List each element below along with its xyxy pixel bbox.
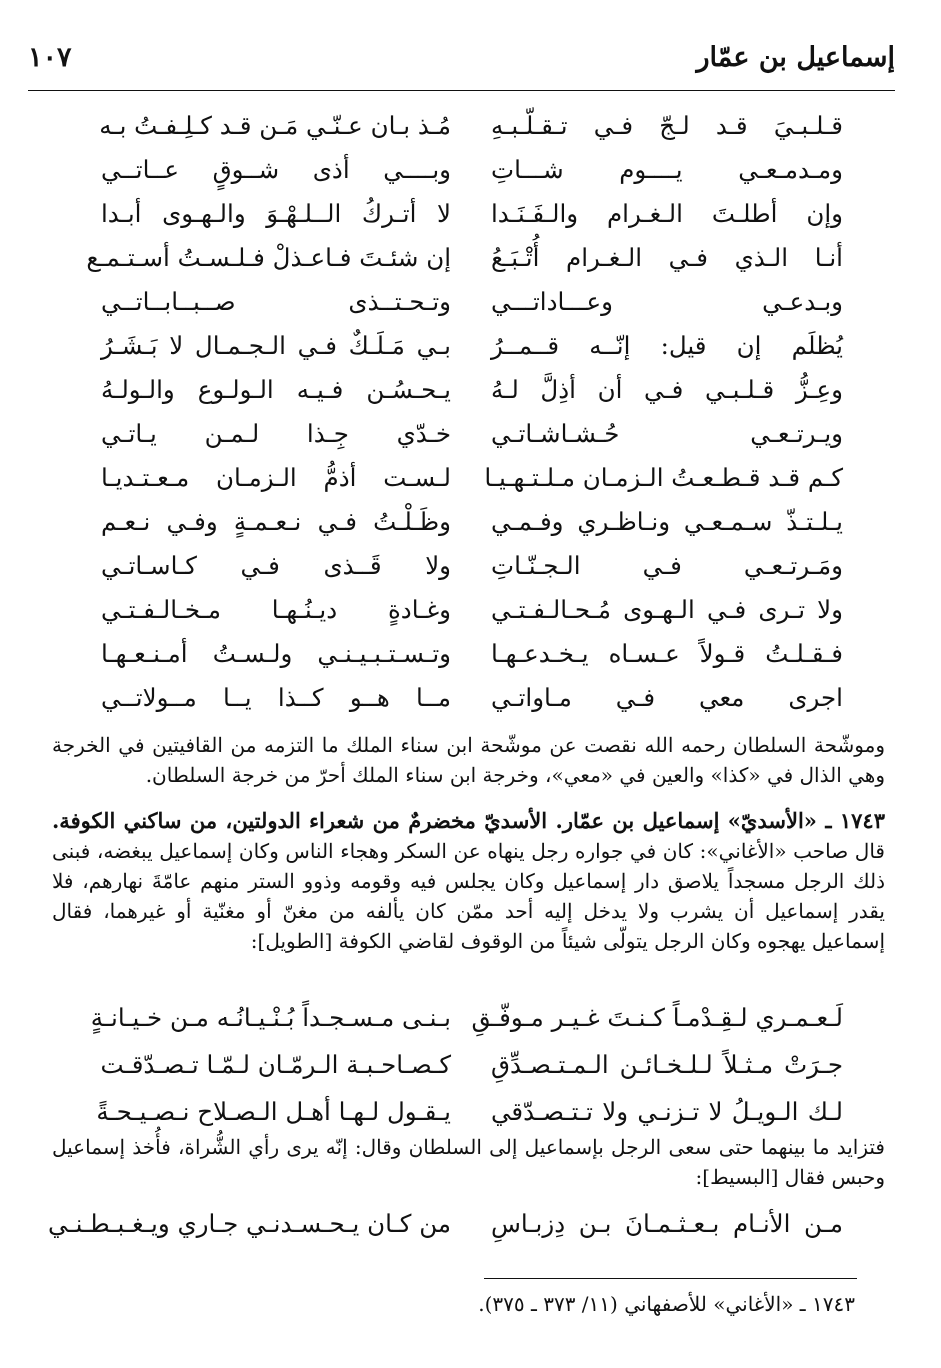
hemistich-second: وعِـزُّ قـلـبـي فـي أن أذِلَّ لـهُ bbox=[491, 375, 843, 404]
hemistich-second: ولا تـرى فـي الـهـوى مُـحـالـفـتـي bbox=[491, 595, 843, 624]
footnote: ١٧٤٣ ـ «الأغاني» للأصفهاني (١١/ ٣٧٣ ـ ٣٧٥). bbox=[478, 1292, 855, 1316]
verse bbox=[0, 368, 941, 412]
entry-1743 bbox=[52, 806, 885, 956]
verse bbox=[0, 412, 941, 456]
hemistich-first: مُـذ بـان عـنّـي مَـن قـد كـلِـفـتُ بـه bbox=[99, 111, 451, 140]
page-header bbox=[28, 38, 895, 86]
hemistich-second: وبـدعـي وعـــاداتـــي bbox=[491, 287, 843, 316]
hemistich-second: يـلـتـذّ سـمـعـي ونـاظـري وفـمـي bbox=[491, 507, 843, 536]
hemistich-first: وغـادةٍ ديـنُـهـا مـخـالـفـتـي bbox=[101, 595, 451, 624]
verse bbox=[0, 456, 941, 500]
verse bbox=[0, 148, 941, 192]
narrative-paragraph bbox=[52, 1132, 885, 1192]
hemistich-second: جـرَتْ مـثـلاً لـلـخـائـن الـمـتـصـدِّقِ bbox=[491, 1050, 843, 1079]
hemistich-second: وإن أطلـتَ الـغـرام والـفَـنَـدا bbox=[491, 199, 843, 228]
hemistich-first: إن شئـتَ فـاعـذلْ فـلـسـتُ أسـتـمـع bbox=[86, 243, 451, 272]
running-title: إسماعيل بن عمّار bbox=[696, 42, 895, 73]
entry-body: قال صاحب «الأغاني»: كان في جواره رجل ينهاه عن السكر وهجاء الناس وكان إسماعيل يبغضه، فبنى ذلك الرجل مسجداً يلاصق دار إسماعيل وكان يجلس فيه وقومه وذوو الستر منهم عامّةَ نهارهم، فلا يقدر إسماعيل أن يشرب ولا يدخل إليه أحد ممّن كان يألفه من مغنّ أو مغنّية أو غيرهما، فقال إسماعيل يهجوه وكان الرجل يتولّى شيئاً من الوقوف لقاضي الكوفة [الطويل]: bbox=[52, 839, 885, 953]
verse bbox=[0, 324, 941, 368]
hemistich-second: لـك الـويـلُ لا تـزنـي ولا تـتـصـدّقي bbox=[491, 1097, 843, 1126]
hemistich-first: يـحـسُـن فـيـه الـولـوع والـولـهُ bbox=[101, 375, 451, 404]
verse bbox=[0, 192, 941, 236]
verse bbox=[0, 236, 941, 280]
hemistich-second: أنـا الـذي فـي الـغـرام أُتْـبَـعُ bbox=[491, 243, 843, 272]
hemistich-second: ومَـرتـعـي فـي الـجـنّـاتِ bbox=[491, 551, 843, 580]
verse bbox=[0, 104, 941, 148]
hemistich-first: بـنـى مـسـجـداً بُـنْـيـانُـه مـن خـيـانـةٍ bbox=[90, 1003, 451, 1032]
poem-tawil bbox=[0, 996, 941, 1137]
hemistich-second: مـن الأنـام بـعـثـمـانَ بـن دِزبـاسِ bbox=[491, 1209, 843, 1238]
hemistich-first: وظَـلْـتُ فـي نـعـمـةٍ وفـي نـعـم bbox=[101, 507, 451, 536]
verse bbox=[0, 280, 941, 324]
verse bbox=[0, 500, 941, 544]
entry-heading: ١٧٤٣ ـ «الأسديّ» إسماعيل بن عمّار. الأسديّ مخضرمٌ من شعراء الدولتين، من ساكني الكوفة. bbox=[52, 808, 885, 833]
verse bbox=[0, 1043, 941, 1090]
hemistich-second: ومـدمـعـي يــــوم شـــاتِ bbox=[491, 155, 843, 184]
paragraph-text: وموشّحة السلطان رحمه الله نقصت عن موشّحة ابن سناء الملك ما التزمه من القافيتين في الخرجة وهي الذال في «كذا» والعين في «معي»، وخرجة ابن سناء الملك أحرّ من خرجة السلطان. bbox=[52, 733, 885, 787]
hemistich-second: يُظلَم إن قيل: إنّــه قــمــرُ bbox=[491, 331, 843, 360]
verse bbox=[0, 588, 941, 632]
poem-muwashshah bbox=[0, 104, 941, 720]
footnote-rule bbox=[484, 1278, 857, 1279]
verse bbox=[0, 996, 941, 1043]
verse bbox=[0, 1202, 941, 1246]
poem-basit bbox=[0, 1202, 941, 1246]
hemistich-first: وتـسـتـبـيـنـي ولـسـتُ أمـنـعـهـا bbox=[101, 639, 451, 668]
hemistich-first: ولا قَــذى فـي كـاسـاتـي bbox=[101, 551, 451, 580]
hemistich-first: وبــــي أذى شــوقٍ عــاتــي bbox=[101, 155, 451, 184]
verse bbox=[0, 632, 941, 676]
entry-text bbox=[52, 806, 885, 956]
hemistich-first: مــا هــو كــذا يــا مــولاتــي bbox=[101, 683, 451, 712]
verse bbox=[0, 676, 941, 720]
hemistich-first: لـسـت أذمُّ الـزمـان مـعـتـديـا bbox=[101, 463, 451, 492]
hemistich-first: يـقـول لـهـا أهـل الـصـلاح نـصـيـحـةً bbox=[96, 1097, 451, 1126]
paragraph-text: فتزايد ما بينهما حتى سعى الرجل بإسماعيل إلى السلطان وقال: إنّه يرى رأي الشُّراة، فأُخذ إسماعيل وحبس فقال [البسيط]: bbox=[52, 1135, 885, 1189]
hemistich-second: فـقـلـتُ قـولاً عـسـاه يـخـدعـهـا bbox=[491, 639, 843, 668]
hemistich-second: ويـرتـعـي حُـشـاشـاتـي bbox=[491, 419, 843, 448]
hemistich-first: من كـان يـحـسـدنـي جـاري ويـغـبـطـنـي bbox=[48, 1209, 451, 1238]
hemistich-second: لَـعـمـري لـقِـدْمـاً كـنـتَ غـيـر مـوفّـقِ bbox=[471, 1003, 843, 1032]
verse bbox=[0, 1090, 941, 1137]
hemistich-second: قـلـبـيَ قـد لـجّ فـي تـقـلّـبـهِ bbox=[491, 111, 843, 140]
hemistich-second: كـم قـد قـطـعـتُ الـزمـان مـلـتـهـيـا bbox=[484, 463, 843, 492]
hemistich-first: لا أتـركُ الــلـهْـوَ والـهـوى أبـدا bbox=[101, 199, 451, 228]
hemistich-second: اجرى معي فـي مـاواتـي bbox=[491, 683, 843, 712]
hemistich-first: بـي مَـلَـكٌ فـي الـجـمـال لا بَـشَـرُ bbox=[101, 331, 451, 360]
hemistich-first: كـصـاحـبـة الـرمّـان لـمّـا تـصـدّقـت bbox=[100, 1050, 451, 1079]
page-number: ١٠٧ bbox=[28, 42, 72, 73]
hemistich-first: خـدّي جِـذا لـمـن يـاتـي bbox=[101, 419, 451, 448]
hemistich-first: وتـحـتــذى صــبــابــاتــي bbox=[101, 287, 451, 316]
verse bbox=[0, 544, 941, 588]
commentary-paragraph bbox=[52, 730, 885, 790]
header-rule bbox=[28, 90, 895, 91]
